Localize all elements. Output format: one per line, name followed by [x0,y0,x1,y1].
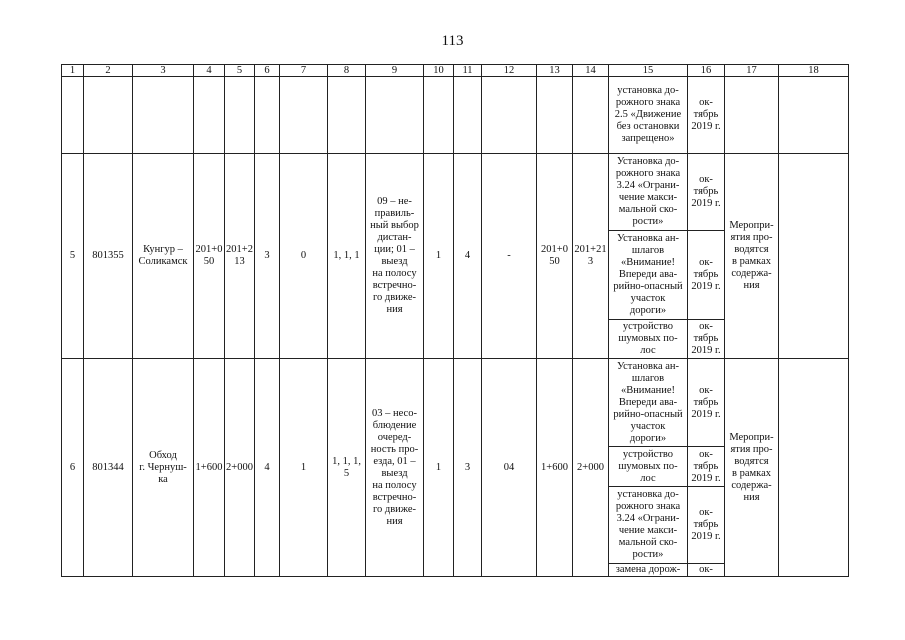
road-name: Обход г. Чернуш- ка [133,359,194,577]
col-header-6: 6 [255,65,280,77]
col-12-value: 04 [482,359,537,577]
measure-date: ок- тябрь 2019 г. [688,487,725,564]
cell [133,77,194,154]
cell [779,77,849,154]
cell [366,77,424,154]
table-row [62,77,849,154]
km-end: 201+2 13 [225,154,255,359]
col-8-value: 1, 1, 1, 5 [328,359,366,577]
measure-text: Установка до- рожного знака 3.24 «Ограни- чение макси- мальной ско- рости» [609,154,688,231]
col-7-value: 0 [280,154,328,359]
measure-text: установка до- рожного знака 3.24 «Ограни- чение макси- мальной ско- рости» [609,487,688,564]
cell [779,359,849,577]
measures-note: Меропри- ятия про- водятся в рамках содержа- ния [725,154,779,359]
cell [725,77,779,154]
col-header-15: 15 [609,65,688,77]
header-row [62,65,849,77]
measure-date: ок- тябрь 2019 г. [688,320,725,359]
col-6-value: 3 [255,154,280,359]
cell [573,77,609,154]
page-number: 113 [441,33,464,49]
measure-date: ок- тябрь 2019 г. [688,447,725,487]
cell [482,77,537,154]
km-end: 2+000 [225,359,255,577]
measures-table [61,64,849,577]
measure-text: устройство шумовых по- лос [609,320,688,359]
measure-text: Установка ан- шлагов «Внимание! Впереди ава- рийно-опасный участок дороги» [609,359,688,447]
road-code: 801355 [84,154,133,359]
measure-date: ок- тябрь 2019 г. [688,359,725,447]
col-header-7: 7 [280,65,328,77]
cell [328,77,366,154]
measure-date: ок- тябрь 2019 г. [688,77,725,154]
col-header-4: 4 [194,65,225,77]
cell [424,77,454,154]
km-start: 1+600 [194,359,225,577]
col-header-1: 1 [62,65,84,77]
col-header-12: 12 [482,65,537,77]
cell [84,77,133,154]
km-start: 201+0 50 [194,154,225,359]
col-8-value: 1, 1, 1 [328,154,366,359]
cell [62,77,84,154]
measure-text: Установка ан- шлагов «Внимание! Впереди ава- рийно-опасный участок дороги» [609,231,688,320]
measure-date: ок- тябрь 2019 г. [688,231,725,320]
col-11-value: 4 [454,154,482,359]
col-6-value: 4 [255,359,280,577]
table-row [62,359,849,447]
measure-text: установка до- рожного знака 2.5 «Движение без остановки запрещено» [609,77,688,154]
col-10-value: 1 [424,154,454,359]
violation-description: 03 – несо- блюдение очеред- ность про- езда, 01 – выезд на полосу встречно- го движе- ния [366,359,424,577]
col-header-10: 10 [424,65,454,77]
section-end: 201+21 3 [573,154,609,359]
road-name: Кунгур – Соликамск [133,154,194,359]
table-row [62,154,849,231]
row-number: 5 [62,154,84,359]
cell [537,77,573,154]
col-header-14: 14 [573,65,609,77]
cell [280,77,328,154]
col-header-8: 8 [328,65,366,77]
cell [779,154,849,359]
col-header-9: 9 [366,65,424,77]
measure-date: ок- тябрь 2019 г. [688,154,725,231]
measures-note: Меропри- ятия про- водятся в рамках содержа- ния [725,359,779,577]
col-header-5: 5 [225,65,255,77]
cell [454,77,482,154]
section-start: 201+0 50 [537,154,573,359]
cell [255,77,280,154]
cell [225,77,255,154]
col-11-value: 3 [454,359,482,577]
col-7-value: 1 [280,359,328,577]
col-header-2: 2 [84,65,133,77]
col-header-16: 16 [688,65,725,77]
row-number: 6 [62,359,84,577]
section-start: 1+600 [537,359,573,577]
violation-description: 09 – не- правиль- ный выбор дистан- ции; 01 – выезд на полосу встречно- го движе- ния [366,154,424,359]
col-header-18: 18 [779,65,849,77]
col-header-3: 3 [133,65,194,77]
col-12-value: - [482,154,537,359]
section-end: 2+000 [573,359,609,577]
cell [194,77,225,154]
road-code: 801344 [84,359,133,577]
measure-date: ок- [688,564,725,577]
measure-text: устройство шумовых по- лос [609,447,688,487]
measure-text: замена дорож- [609,564,688,577]
col-10-value: 1 [424,359,454,577]
col-header-17: 17 [725,65,779,77]
col-header-11: 11 [454,65,482,77]
col-header-13: 13 [537,65,573,77]
